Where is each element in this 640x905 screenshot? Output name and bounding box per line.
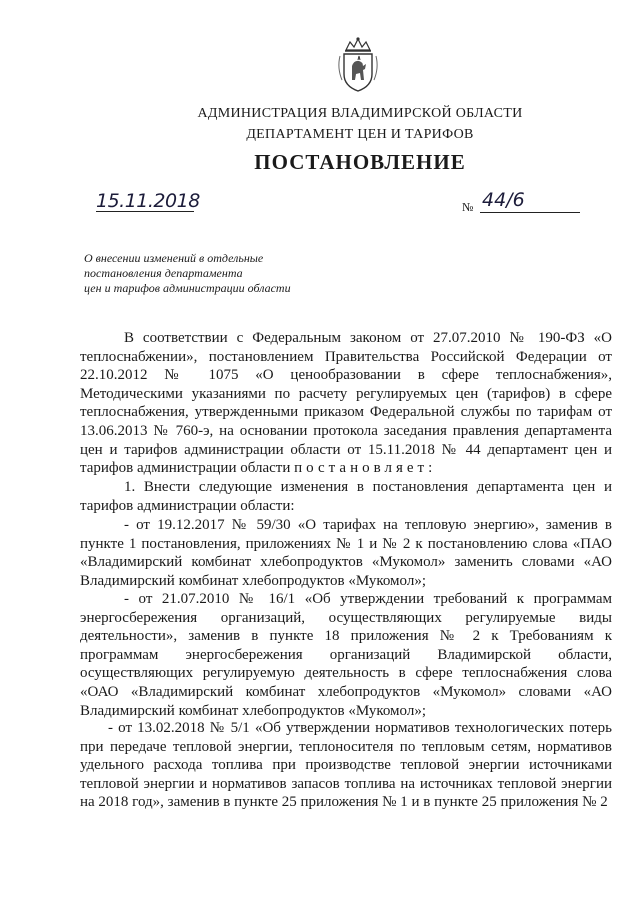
amendment-item: - от 19.12.2017 № 59/30 «О тарифах на тепловую энергию», заменив в пункте 1 постановления, приложениях № 1 и № 2 к постановлению слова «ПАО «Владимирский комбинат хлебопродуктов «Мукомол» заменить словами «АО Владимирский комбинат хлебопродуктов «Мукомол»; xyxy=(80,517,612,589)
document-subject xyxy=(84,251,344,296)
resolves-word: постановляет: xyxy=(294,460,437,477)
preamble-paragraph xyxy=(80,329,612,478)
subject-line: О внесении изменений в отдельные xyxy=(84,251,264,265)
organization-name: АДМИНИСТРАЦИЯ ВЛАДИМИРСКОЙ ОБЛАСТИ xyxy=(197,106,523,121)
document-number: 44/6 xyxy=(482,189,525,211)
department-name: ДЕПАРТАМЕНТ ЦЕН И ТАРИФОВ xyxy=(246,127,474,142)
vladimir-region-coat-of-arms-icon xyxy=(336,36,380,94)
clause-1-paragraph: 1. Внести следующие изменения в постановления департамента цен и тарифов администрации области: xyxy=(80,479,612,514)
preamble-text: В соответствии с Федеральным законом от 27.07.2010 № 190-ФЗ «О теплоснабжении», постановлением Правительства Российской Федерации от 22.10.2012 № 1075 «О ценообразовании в сфере теплоснабжения», Методическими указаниями по расчету регулируемых цен (тарифов) в сфере теплоснабжения, утвержденными приказом Федеральной службы по тарифам от 13.06.2013 № 760-э, на основании протокола заседания правления департамента цен и тарифов администрации области от 15.11.2018 № 44 департамент цен и тарифов администрации области xyxy=(80,330,612,477)
subject-line: цен и тарифов администрации области xyxy=(84,281,291,295)
number-underline xyxy=(480,212,580,213)
number-sign: № xyxy=(462,200,474,214)
subject-line: постановления департамента xyxy=(84,266,243,280)
document-number-field xyxy=(462,189,582,217)
amendment-item: - от 21.07.2010 № 16/1 «Об утверждении требований к программам энергосбережения организаций, осуществляющих регулируемые виды деятельности», заменив в пункте 18 приложения № 2 к Требованиям к программам энергосбережения организаций Владимирской области, осуществляющих регулируемую деятельность в сфере теплоснабжения слова «ОАО «Владимирский комбинат хлебопродуктов «Мукомол» словами «АО Владимирский комбинат хлебопродуктов «Мукомол»; xyxy=(80,591,612,719)
document-date-field xyxy=(96,190,200,214)
date-underline xyxy=(96,211,194,212)
amendment-item: - от 13.02.2018 № 5/1 «Об утверждении нормативов технологических потерь при передаче тепловой энергии, теплоносителя по тепловым сетям, нормативов удельного расхода топлива при производстве тепловой энергии источниками тепловой энергии и нормативов запасов топлива на источниках тепловой энергии на 2018 год», заменив в пункте 25 приложения № 1 и в пункте 25 приложения № 2 xyxy=(80,720,612,811)
document-title: ПОСТАНОВЛЕНИЕ xyxy=(254,150,466,174)
document-date: 15.11.2018 xyxy=(96,190,200,212)
